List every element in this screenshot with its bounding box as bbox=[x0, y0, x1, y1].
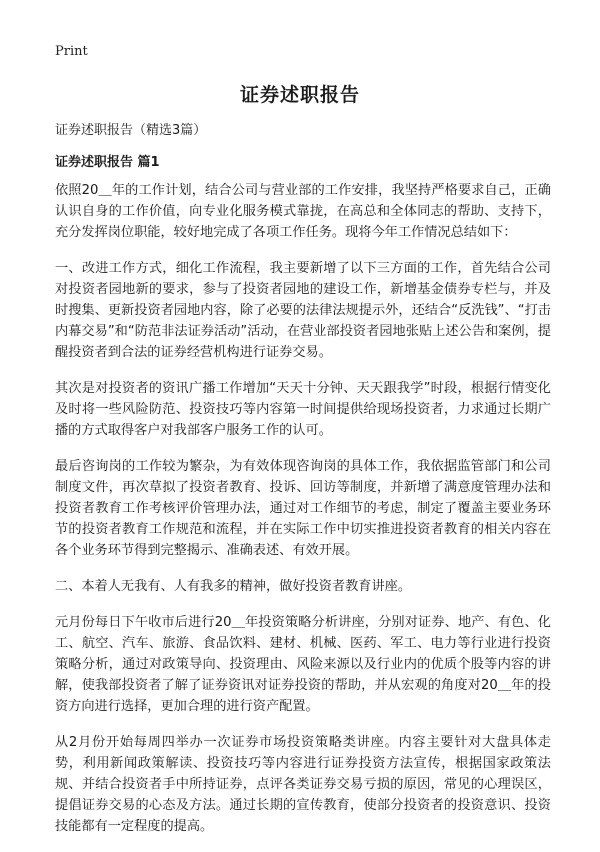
page-title: 证券述职报告 bbox=[239, 84, 360, 106]
paragraph-section-two: 二、本着人无我有、人有我多的精神，做好投资者教育讲座。 bbox=[55, 579, 412, 594]
paragraph-january-lectures: 元月份每日下午收市后进行20＿年投资策略分析讲座，分别对证券、地产、有色、化工、航空、汽车、旅游、食品饮料、建材、机械、医药、军工、电力等行业进行投资策略分析，通过对政策导向、投资理由、风险来源以及行业内的优质个股等内容的讲解，使我部投资者了解了证券资讯对证券投资的帮助，并从宏观的角度对20＿年的投资方向进行选择，更加合理的进行资产配置。 bbox=[55, 615, 551, 714]
subtitle: 证券述职报告（精选3篇） bbox=[55, 123, 207, 138]
section-heading: 证券述职报告 篇1 bbox=[55, 155, 160, 170]
paragraph-broadcast: 其次是对投资者的资讯广播工作增加“天天十分钟、天天跟我学”时段，根据行情变化及时将一些风险防范、投资技巧等内容第一时间提供给现场投资者，力求通过长期广播的方式取得客户对我部客户服务工作的认可。 bbox=[55, 381, 551, 438]
paragraph-intro: 依照20＿年的工作计划，结合公司与营业部的工作安排，我坚持严格要求自己，正确认识自身的工作价值，向专业化服务模式靠拢，在高总和全体同志的帮助、支持下，充分发挥岗位职能，较好地完成了各项工作任务。现将今年工作情况总结如下： bbox=[55, 183, 551, 240]
print-link[interactable]: Print bbox=[55, 44, 88, 59]
paragraph-weekly-lectures: 从2月份开始每周四举办一次证券市场投资策略类讲座。内容主要针对大盘具体走势，利用新闻政策解读、投资技巧等内容进行证券投资方法宣传，根据国家政策法规、并结合投资者手中所持证券，点评各类证券交易亏损的原因，常见的心理误区，提倡证券交易的心态及方法。通过长期的宣传教育，使部分投资者的投资意识、投资技能都有一定程度的提高。 bbox=[55, 735, 551, 834]
body-text bbox=[55, 180, 551, 852]
paragraph-section-one: 一、改进工作方式，细化工作流程，我主要新增了以下三方面的工作，首先结合公司对投资者园地新的要求，参与了投资者园地的建设工作，新增基金债券专栏与，并及时搜集、更新投资者园地内容，除了必要的法律法规提示外，还结合“反洗钱”、“打击内幕交易”和“防范非法证券活动”活动，在营业部投资者园地张贴上述公告和案例，提醒投资者到合法的证券经营机构进行证券交易。 bbox=[55, 261, 551, 360]
paragraph-consulting: 最后咨询岗的工作较为繁杂，为有效体现咨询岗的具体工作，我依据监管部门和公司制度文件，再次草拟了投资者教育、投诉、回访等制度，并新增了满意度管理办法和投资者教育工作考核评价管理办法，通过对工作细节的考虑，制定了覆盖主要业务环节的投资者教育工作规范和流程，并在实际工作中切实推进投资者教育的相关内容在各个业务环节得到完整揭示、准确表述、有效开展。 bbox=[55, 459, 551, 558]
